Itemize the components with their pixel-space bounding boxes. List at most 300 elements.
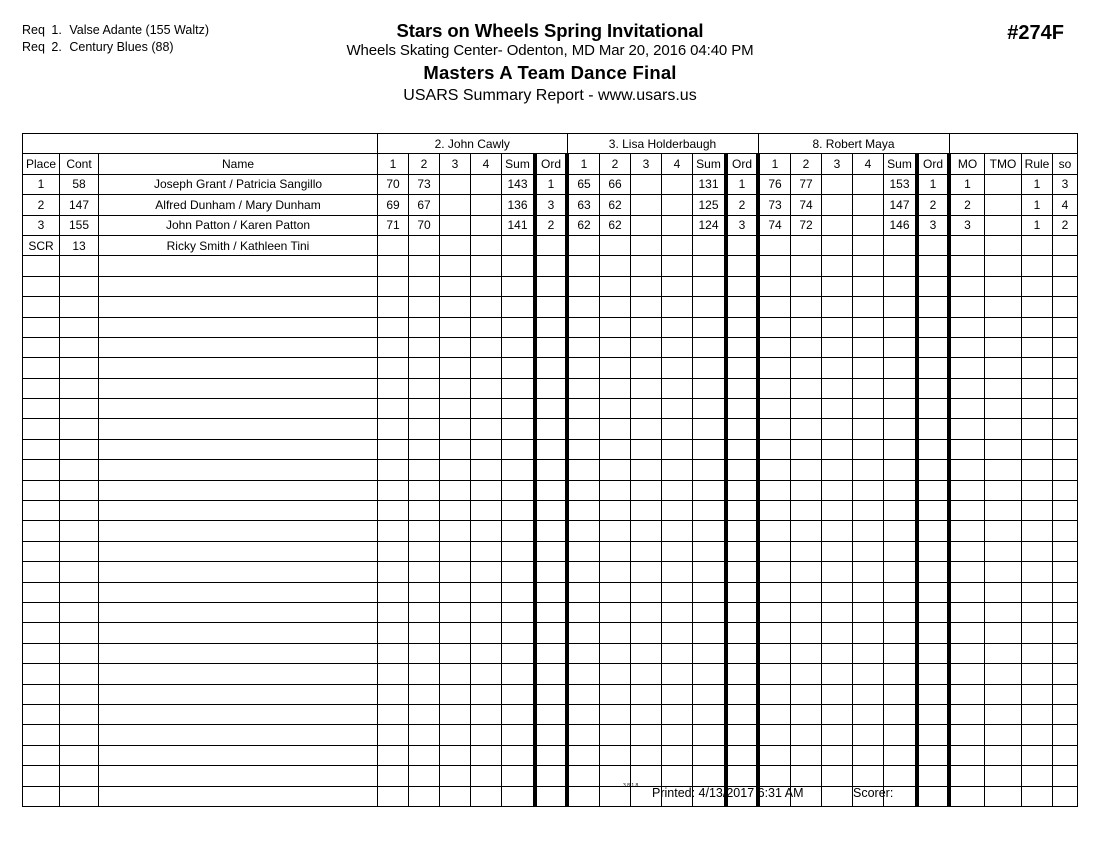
cell-judge2-sum (693, 562, 727, 582)
table-row-empty (23, 480, 1078, 500)
table-row-empty (23, 623, 1078, 643)
header-name: Name (99, 154, 378, 174)
cell-judge3-score-1: 76 (758, 174, 791, 194)
cell-judge1-ord (535, 643, 567, 663)
cell-judge2-ord (726, 541, 758, 561)
cell-judge1-score-4 (471, 582, 502, 602)
cell-judge1-score-1 (378, 399, 409, 419)
cell-judge3-score-2 (791, 419, 822, 439)
cell-judge2-score-3 (631, 439, 662, 459)
cell-judge2-ord (726, 704, 758, 724)
cell-judge1-ord (535, 541, 567, 561)
cell-cont (60, 623, 99, 643)
cell-judge2-ord (726, 684, 758, 704)
cell-judge3-score-1 (758, 562, 791, 582)
cell-judge3-score-2 (791, 256, 822, 276)
cell-judge1-score-3 (440, 582, 471, 602)
cell-tmo (985, 439, 1022, 459)
cell-judge2-score-1 (567, 460, 600, 480)
cell-tmo (985, 460, 1022, 480)
cell-name (99, 664, 378, 684)
cell-judge2-score-2 (600, 439, 631, 459)
cell-judge3-score-4 (853, 480, 884, 500)
cell-cont (60, 684, 99, 704)
cell-judge2-score-3 (631, 684, 662, 704)
cell-judge1-score-3 (440, 195, 471, 215)
cell-judge2-score-1 (567, 276, 600, 296)
cell-judge3-score-4 (853, 419, 884, 439)
header-judge3-score-3: 3 (822, 154, 853, 174)
cell-judge1-score-4 (471, 623, 502, 643)
cell-judge2-score-3 (631, 378, 662, 398)
cell-judge3-score-2 (791, 521, 822, 541)
cell-mo (949, 460, 985, 480)
cell-judge2-score-3 (631, 317, 662, 337)
cell-judge2-score-1 (567, 582, 600, 602)
cell-judge3-score-3 (822, 215, 853, 235)
cell-judge3-score-1: 74 (758, 215, 791, 235)
cell-judge1-score-3 (440, 664, 471, 684)
cell-judge3-score-1 (758, 684, 791, 704)
cell-name (99, 541, 378, 561)
cell-judge3-score-3 (822, 297, 853, 317)
cell-judge3-score-1 (758, 337, 791, 357)
cell-judge2-score-1: 65 (567, 174, 600, 194)
cell-judge1-score-1 (378, 235, 409, 255)
cell-judge1-sum (502, 358, 536, 378)
cell-judge1-sum (502, 602, 536, 622)
cell-judge1-score-2 (409, 521, 440, 541)
cell-judge1-score-3 (440, 521, 471, 541)
requirement-number: 2. (51, 40, 62, 54)
cell-judge2-score-4 (662, 562, 693, 582)
cell-judge2-score-3 (631, 582, 662, 602)
cell-judge1-score-3 (440, 215, 471, 235)
cell-judge1-sum (502, 501, 536, 521)
cell-judge2-sum (693, 358, 727, 378)
cell-tmo (985, 399, 1022, 419)
cell-place (23, 297, 60, 317)
cell-judge2-score-1 (567, 399, 600, 419)
cell-so (1053, 297, 1078, 317)
cell-place (23, 602, 60, 622)
cell-judge1-score-3 (440, 745, 471, 765)
cell-judge3-score-2 (791, 541, 822, 561)
cell-tmo (985, 664, 1022, 684)
cell-judge2-sum (693, 460, 727, 480)
cell-judge2-score-2 (600, 623, 631, 643)
cell-judge3-score-3 (822, 623, 853, 643)
cell-judge2-score-3 (631, 297, 662, 317)
cell-judge2-sum (693, 664, 727, 684)
cell-rule (1022, 439, 1053, 459)
cell-judge3-sum (884, 643, 918, 663)
cell-judge2-ord (726, 419, 758, 439)
cell-judge2-score-1 (567, 684, 600, 704)
cell-name (99, 521, 378, 541)
cell-judge2-score-4 (662, 276, 693, 296)
cell-judge2-sum (693, 480, 727, 500)
cell-judge2-score-2 (600, 684, 631, 704)
cell-judge2-sum (693, 582, 727, 602)
cell-judge3-score-4 (853, 704, 884, 724)
cell-tmo (985, 602, 1022, 622)
cell-cont (60, 521, 99, 541)
cell-judge3-score-2: 72 (791, 215, 822, 235)
cell-judge2-score-3 (631, 643, 662, 663)
cell-judge3-score-4 (853, 297, 884, 317)
cell-mo (949, 399, 985, 419)
judge-name-3: 8. Robert Maya (758, 134, 949, 154)
cell-judge1-score-4 (471, 541, 502, 561)
cell-mo (949, 745, 985, 765)
cell-cont (60, 378, 99, 398)
cell-judge1-score-1 (378, 745, 409, 765)
cell-rule (1022, 623, 1053, 643)
cell-judge1-score-4 (471, 521, 502, 541)
cell-judge1-score-1 (378, 541, 409, 561)
cell-cont (60, 562, 99, 582)
cell-judge3-sum (884, 358, 918, 378)
cell-judge1-score-2 (409, 480, 440, 500)
cell-tmo (985, 358, 1022, 378)
cell-judge3-score-2 (791, 337, 822, 357)
scorer-label: Scorer: (853, 786, 894, 800)
cell-judge2-ord (726, 725, 758, 745)
cell-judge1-sum: 136 (502, 195, 536, 215)
cell-judge3-ord (917, 378, 949, 398)
cell-judge1-ord: 2 (535, 215, 567, 235)
cell-name: John Patton / Karen Patton (99, 215, 378, 235)
cell-tmo (985, 174, 1022, 194)
cell-judge2-score-3 (631, 704, 662, 724)
cell-judge3-score-2 (791, 684, 822, 704)
cell-judge2-sum (693, 276, 727, 296)
cell-judge2-score-2 (600, 541, 631, 561)
cell-judge2-score-4 (662, 582, 693, 602)
cell-judge1-ord (535, 460, 567, 480)
cell-judge3-score-3 (822, 602, 853, 622)
header-judge2-ord: Ord (726, 154, 758, 174)
cell-judge3-score-1 (758, 521, 791, 541)
cell-place (23, 358, 60, 378)
cell-judge2-score-3 (631, 195, 662, 215)
cell-place (23, 501, 60, 521)
cell-judge2-ord (726, 562, 758, 582)
cell-judge3-score-1 (758, 704, 791, 724)
cell-judge1-score-1 (378, 582, 409, 602)
cell-judge2-sum (693, 256, 727, 276)
cell-name (99, 337, 378, 357)
cell-so (1053, 643, 1078, 663)
cell-rule (1022, 643, 1053, 663)
cell-judge2-score-2 (600, 725, 631, 745)
cell-judge2-score-4 (662, 480, 693, 500)
cell-judge3-sum (884, 725, 918, 745)
cell-judge2-score-4 (662, 704, 693, 724)
cell-judge1-score-2: 67 (409, 195, 440, 215)
cell-judge1-sum: 143 (502, 174, 536, 194)
cell-judge2-score-3 (631, 358, 662, 378)
cell-judge2-score-4 (662, 378, 693, 398)
cell-judge1-score-1 (378, 439, 409, 459)
cell-judge2-score-2 (600, 358, 631, 378)
cell-judge1-ord (535, 276, 567, 296)
header-judge1-sum: Sum (502, 154, 536, 174)
cell-judge2-sum (693, 439, 727, 459)
cell-judge3-score-2 (791, 643, 822, 663)
cell-judge1-score-4 (471, 602, 502, 622)
cell-judge2-score-3 (631, 521, 662, 541)
cell-judge1-score-4 (471, 460, 502, 480)
version-stamp: 3.8.1.8 (623, 783, 639, 789)
cell-judge3-score-2 (791, 562, 822, 582)
header-judge1-score-3: 3 (440, 154, 471, 174)
cell-judge3-sum (884, 501, 918, 521)
table-row-empty (23, 337, 1078, 357)
cell-judge1-sum (502, 664, 536, 684)
cell-judge3-sum (884, 337, 918, 357)
cell-judge3-ord (917, 439, 949, 459)
cell-judge2-score-4 (662, 541, 693, 561)
cell-judge3-score-4 (853, 215, 884, 235)
cell-judge1-score-2 (409, 725, 440, 745)
cell-judge1-ord (535, 602, 567, 622)
cell-tmo (985, 256, 1022, 276)
cell-judge1-score-2 (409, 501, 440, 521)
cell-judge3-score-3 (822, 317, 853, 337)
column-header-row (23, 154, 1078, 174)
cell-judge1-score-2 (409, 276, 440, 296)
cell-judge1-score-1 (378, 623, 409, 643)
cell-cont (60, 276, 99, 296)
header-judge3-sum: Sum (884, 154, 918, 174)
requirement-number: 1. (51, 23, 62, 37)
cell-name (99, 745, 378, 765)
cell-judge1-score-3 (440, 562, 471, 582)
cell-judge2-score-4 (662, 664, 693, 684)
cell-judge2-score-1 (567, 337, 600, 357)
cell-judge2-score-1 (567, 521, 600, 541)
cell-place: 3 (23, 215, 60, 235)
cell-judge1-score-2 (409, 419, 440, 439)
cell-judge3-score-3 (822, 195, 853, 215)
cell-judge2-score-2 (600, 643, 631, 663)
cell-name: Alfred Dunham / Mary Dunham (99, 195, 378, 215)
cell-mo (949, 439, 985, 459)
cell-judge2-ord (726, 317, 758, 337)
title-block (0, 20, 1100, 107)
cell-judge2-score-3 (631, 562, 662, 582)
cell-judge2-ord (726, 521, 758, 541)
cell-judge3-score-3 (822, 399, 853, 419)
cell-judge1-sum (502, 480, 536, 500)
cell-so (1053, 541, 1078, 561)
cell-so (1053, 439, 1078, 459)
cell-judge3-sum (884, 297, 918, 317)
cell-place (23, 745, 60, 765)
cell-judge3-ord (917, 460, 949, 480)
cell-judge2-score-1 (567, 439, 600, 459)
cell-judge2-score-1 (567, 317, 600, 337)
cell-judge1-score-3 (440, 419, 471, 439)
cell-judge2-ord (726, 480, 758, 500)
cell-so (1053, 582, 1078, 602)
cell-judge2-score-2 (600, 297, 631, 317)
cell-judge3-score-2 (791, 317, 822, 337)
cell-judge2-score-4 (662, 215, 693, 235)
cell-judge2-score-3 (631, 235, 662, 255)
cell-judge3-score-4 (853, 684, 884, 704)
cell-mo (949, 235, 985, 255)
cell-judge2-score-4 (662, 623, 693, 643)
cell-judge2-sum: 124 (693, 215, 727, 235)
cell-judge2-sum: 131 (693, 174, 727, 194)
cell-mo: 2 (949, 195, 985, 215)
cell-judge1-sum (502, 419, 536, 439)
cell-judge2-ord (726, 256, 758, 276)
cell-judge3-score-4 (853, 317, 884, 337)
cell-judge3-score-1 (758, 623, 791, 643)
cell-rule (1022, 276, 1053, 296)
cell-judge1-score-2 (409, 623, 440, 643)
cell-judge2-ord (726, 582, 758, 602)
cell-judge3-ord (917, 419, 949, 439)
cell-so (1053, 337, 1078, 357)
cell-judge2-score-4 (662, 439, 693, 459)
header-judge2-score-2: 2 (600, 154, 631, 174)
cell-judge1-sum (502, 276, 536, 296)
cell-tmo (985, 276, 1022, 296)
cell-judge3-score-3 (822, 419, 853, 439)
cell-judge2-score-1 (567, 602, 600, 622)
cell-judge2-score-1: 63 (567, 195, 600, 215)
cell-judge3-score-4 (853, 235, 884, 255)
cell-so (1053, 684, 1078, 704)
cell-judge2-sum (693, 399, 727, 419)
requirement-text: Valse Adante (155 Waltz) (69, 23, 209, 37)
cell-judge3-sum (884, 378, 918, 398)
cell-judge1-score-1 (378, 297, 409, 317)
cell-judge2-score-4 (662, 602, 693, 622)
cell-cont (60, 745, 99, 765)
cell-judge2-score-2 (600, 460, 631, 480)
cell-tmo (985, 501, 1022, 521)
cell-cont (60, 439, 99, 459)
cell-judge2-score-2 (600, 521, 631, 541)
cell-judge1-score-1 (378, 419, 409, 439)
cell-place (23, 419, 60, 439)
cell-judge3-score-3 (822, 684, 853, 704)
requirement-label: Req (22, 23, 45, 37)
results-table (22, 133, 1078, 807)
cell-judge1-sum (502, 562, 536, 582)
cell-judge1-score-4 (471, 399, 502, 419)
cell-judge1-ord (535, 378, 567, 398)
cell-cont (60, 501, 99, 521)
cell-judge3-sum (884, 419, 918, 439)
cell-judge2-score-4 (662, 643, 693, 663)
cell-so (1053, 704, 1078, 724)
cell-judge2-score-2 (600, 235, 631, 255)
cell-judge3-score-1 (758, 582, 791, 602)
cell-judge2-sum (693, 684, 727, 704)
cell-judge1-sum (502, 623, 536, 643)
table-row-empty (23, 521, 1078, 541)
table-row-empty (23, 256, 1078, 276)
cell-tmo (985, 215, 1022, 235)
cell-judge1-sum (502, 460, 536, 480)
cell-judge3-score-3 (822, 439, 853, 459)
cell-judge3-ord (917, 602, 949, 622)
cell-judge2-score-4 (662, 256, 693, 276)
cell-rule (1022, 725, 1053, 745)
cell-judge3-score-2 (791, 725, 822, 745)
cell-mo (949, 664, 985, 684)
cell-judge1-score-3 (440, 704, 471, 724)
cell-mo (949, 378, 985, 398)
cell-judge2-score-1 (567, 745, 600, 765)
cell-judge2-score-1 (567, 664, 600, 684)
cell-judge1-score-1 (378, 521, 409, 541)
table-row (23, 235, 1078, 255)
cell-cont (60, 317, 99, 337)
cell-judge2-score-3 (631, 725, 662, 745)
cell-judge2-score-3 (631, 480, 662, 500)
cell-judge3-score-4 (853, 501, 884, 521)
cell-judge2-score-1 (567, 419, 600, 439)
cell-judge3-ord (917, 235, 949, 255)
cell-cont (60, 664, 99, 684)
cell-judge1-ord (535, 297, 567, 317)
cell-judge1-score-3 (440, 684, 471, 704)
cell-judge2-score-2 (600, 256, 631, 276)
event-title: Stars on Wheels Spring Invitational (396, 20, 704, 41)
cell-judge2-sum (693, 297, 727, 317)
cell-judge1-ord (535, 562, 567, 582)
cell-judge3-score-4 (853, 745, 884, 765)
cell-judge1-score-2 (409, 684, 440, 704)
report-footer (0, 783, 1100, 813)
cell-judge1-sum (502, 256, 536, 276)
cell-judge2-score-4 (662, 745, 693, 765)
cell-judge3-score-1 (758, 745, 791, 765)
cell-judge3-ord (917, 501, 949, 521)
cell-mo: 3 (949, 215, 985, 235)
cell-judge3-score-1 (758, 378, 791, 398)
cell-tmo (985, 643, 1022, 663)
header-judge3-ord: Ord (917, 154, 949, 174)
cell-place (23, 704, 60, 724)
cell-judge2-score-2 (600, 337, 631, 357)
cell-judge2-ord: 1 (726, 174, 758, 194)
cell-judge1-score-4 (471, 704, 502, 724)
cell-judge3-ord (917, 704, 949, 724)
cell-judge2-sum (693, 623, 727, 643)
cell-judge2-score-3 (631, 602, 662, 622)
cell-judge2-score-4 (662, 460, 693, 480)
cell-judge2-ord (726, 276, 758, 296)
header-judge2-score-3: 3 (631, 154, 662, 174)
printed-timestamp: Printed: 4/13/2017 6:31 AM (652, 786, 804, 800)
cell-so (1053, 276, 1078, 296)
cell-judge1-score-4 (471, 378, 502, 398)
cell-place (23, 643, 60, 663)
cell-cont (60, 582, 99, 602)
cell-judge1-score-1 (378, 480, 409, 500)
cell-judge2-score-3 (631, 419, 662, 439)
cell-judge1-score-2 (409, 602, 440, 622)
